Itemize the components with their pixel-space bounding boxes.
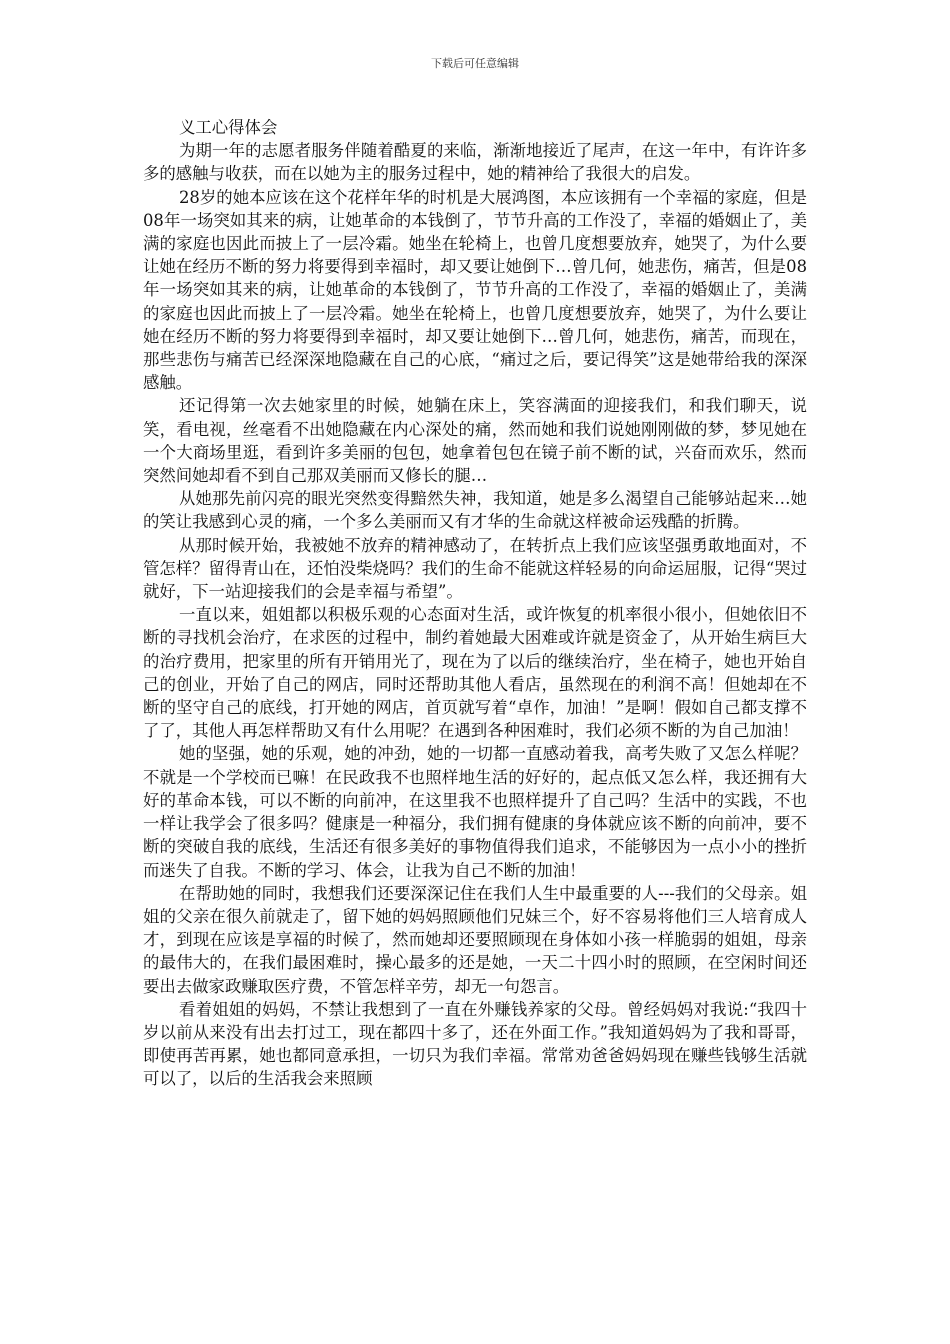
paragraph: 从那时候开始，我被她不放弃的精神感动了，在转折点上我们应该坚强勇敢地面对，不管怎样？留得青山在，还怕没柴烧吗？我们的生命不能就这样轻易的向命运屈服，记得“哭过就好，下一站迎接我们的会是幸福与希望”。 (143, 535, 808, 602)
paragraph: 从她那先前闪亮的眼光突然变得黯然失神，我知道，她是多么渴望自己能够站起来…她的笑让我感到心灵的痛，一个多么美丽而又有才华的生命就这样被命运残酷的折腾。 (143, 489, 807, 532)
paragraph: 28岁的她本应该在这个花样年华的时机是大展鸿图，本应该拥有一个幸福的家庭，但是08年一场突如其来的病，让她革命的本钱倒了，节节升高的工作没了，幸福的婚姻止了，美满的家庭也因此而披上了一层冷霜。她坐在轮椅上，也曾几度想要放弃，她哭了，为什么要让她在经历不断的努力将要得到幸福时，却又要让她倒下…曾几何，她悲伤，痛苦，但是08年一场突如其来的病，让她革命的本钱倒了，节节升高的工作没了，幸福的婚姻止了，美满的家庭也因此而披上了一层冷霜。她坐在轮椅上，也曾几度想要放弃，她哭了，为什么要让她在经历不断的努力将要得到幸福时，却又要让她倒下…曾几何，她悲伤，痛苦，而现在，那些悲伤与痛苦已经深深地隐藏在自己的心底，“痛过之后，要记得笑”这是她带给我的深深感触。 (143, 187, 807, 393)
document-title: 义工心得体会 (179, 118, 278, 137)
paragraph: 她的坚强，她的乐观，她的冲劲，她的一切都一直感动着我，高考失败了又怎么样呢？不就是一个学校而已嘛！在民政我不也照样地生活的好好的，起点低又怎么样，我还拥有大好的革命本钱，可以不断的向前冲，在这里我不也照样提升了自己吗？生活中的实践，不也一样让我学会了很多吗？健康是一种福分，我们拥有健康的身体就应该不断的向前冲，要不断的突破自我的底线，生活还有很多美好的事物值得我们追求，不能够因为一点小小的挫折而迷失了自我。不断的学习、体会，让我为自己不断的加油！ (143, 744, 807, 880)
page-header (0, 55, 950, 71)
paragraph: 为期一年的志愿者服务伴随着酷夏的来临，渐渐地接近了尾声，在这一年中，有许许多多的感触与收获，而在以她为主的服务过程中，她的精神给了我很大的启发。 (143, 141, 807, 184)
paragraph: 看着姐姐的妈妈，不禁让我想到了一直在外赚钱养家的父母。曾经妈妈对我说:“我四十岁以前从来没有出去打过工，现在都四十多了，还在外面工作。”我知道妈妈为了我和哥哥，即使再苦再累，她也都同意承担，一切只为我们幸福。常常劝爸爸妈妈现在赚些钱够生活就可以了，以后的生活我会来照顾 (143, 999, 807, 1089)
paragraph: 一直以来，姐姐都以积极乐观的心态面对生活，或许恢复的机率很小很小，但她依旧不断的寻找机会治疗，在求医的过程中，制约着她最大困难或许就是资金了，从开始生病巨大的治疗费用，把家里的所有开销用光了，现在为了以后的继续治疗，坐在椅子，她也开始自己的创业，开始了自己的网店，同时还帮助其他人看店，虽然现在的利润不高！但她却在不断的坚守自己的底线，打开她的网店，首页就写着“卓作，加油！”是啊！假如自己都支撑不了了，其他人再怎样帮助又有什么用呢？在遇到各种困难时，我们必须不断的为自己加油！ (143, 605, 807, 741)
document-body (143, 116, 807, 1091)
header-note: 下载后可任意编辑 (431, 57, 519, 70)
paragraph: 还记得第一次去她家里的时候，她躺在床上，笑容满面的迎接我们，和我们聊天，说笑，看电视，丝毫看不出她隐藏在内心深处的痛，然而她和我们说她刚刚做的梦，梦见她在一个大商场里逛，看到许多美丽的包包，她拿着包包在镜子前不断的试，兴奋而欢乐，然而突然间她却看不到自己那双美丽而又修长的腿… (143, 396, 807, 486)
paragraph: 在帮助她的同时，我想我们还要深深记住在我们人生中最重要的人---我们的父母亲。姐姐的父亲在很久前就走了，留下她的妈妈照顾他们兄妹三个，好不容易将他们三人培育成人才，到现在应该是享福的时候了，然而她却还要照顾现在身体如小孩一样脆弱的姐姐，母亲的最伟大的，在我们最困难时，操心最多的还是她，一天二十四小时的照顾，在空闲时间还要出去做家政赚取医疗费，不管怎样辛劳，却无一句怨言。 (143, 883, 807, 996)
